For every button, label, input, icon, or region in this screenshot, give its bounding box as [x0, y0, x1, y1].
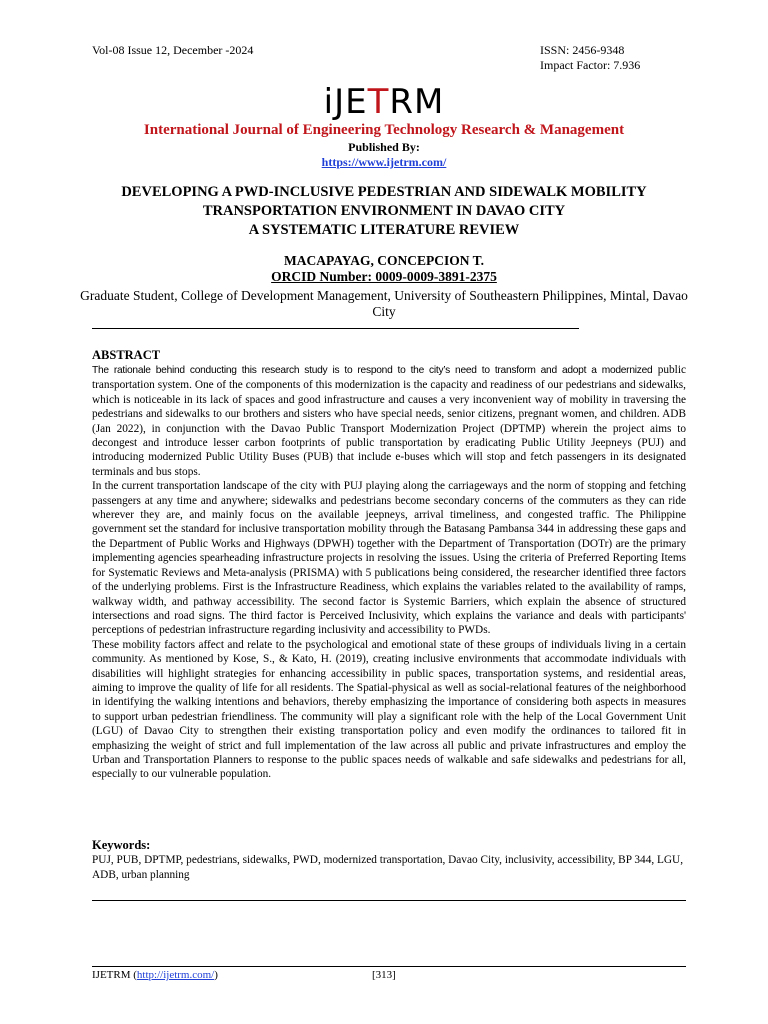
footer-divider: [92, 966, 686, 967]
keywords-heading: Keywords:: [92, 838, 151, 852]
title-line-1: DEVELOPING A PWD-INCLUSIVE PEDESTRIAN AND SIDEWALK MOBILITY: [121, 184, 647, 200]
issn-block: [540, 43, 640, 73]
paper-title: [60, 183, 708, 240]
impact-factor: Impact Factor: 7.936: [540, 58, 641, 72]
abstract-paragraph-1: [92, 363, 686, 479]
abstract-paragraph-3: These mobility factors affect and relate to the psychological and emotional state of these groups of individuals living in a certain community. As mentioned by Kose, S., & Kato, H. (2019), creating inclusive environments that accommodate individuals with disabilities will highlight strategies for enhancing accessibility in public spaces, transportation systems, and residential areas, aiming to improve the quality of life for all residents. The Spatial-physical as well as social-relational features of the neighborhood in identifying the walking intentions and behaviors, thereby emphasizing the importance of considering both aspects in measures to support urban pedestrian friendliness. The community will play a significant role with the help of the Local Government Unit (LGU) of Davao City to strengthen their existing transportation policy and even modify the ordinances to tailored fit in emphasizing the weight of strict and full implementation of the law across all public and private infrastructures and employ the Urban and Transportation Planners to response to the public spaces needs of walkable and safe sidewalks and pedestrians for all, especially to our vulnerable population.: [92, 638, 686, 781]
abstract-paragraph-1-rest: public transportation system. One of the components of this modernization is the capacity and readiness of our pedestrians and sidewalks, which is noticeable in its lack of spaces and good infrastructure and causes a very inconvenient way of mobility in traversing the pedestrians and sidewalks to our brothers and sisters who have special needs, senior citizens, pregnant women, and children. ADB (Jan 2022), in conjunction with the Davao Public Transport Modernization Project (DPTMP) wherein the project aims to decongest and introduce lesser carbon footprints of public transportation by eradicating Public Utility Jeepneys (PUJ) and introducing modernized Public Utility Buses (PUB) that include e-buses which will stop and fetch passengers in its designated terminals and bus stops.: [92, 364, 686, 478]
journal-website-link[interactable]: https://www.ijetrm.com/: [321, 155, 447, 169]
orcid-number: ORCID Number: 0009-0009-3891-2375: [271, 269, 497, 284]
published-by: Published By:: [348, 140, 420, 154]
volume-issue: Vol-08 Issue 12, December -2024: [92, 43, 254, 57]
abstract-first-line: The rationale behind conducting this research study is to respond to the city’s need to transform and adopt a modernized: [92, 365, 653, 376]
abstract-body: [92, 363, 686, 782]
keywords-list: PUJ, PUB, DPTMP, pedestrians, sidewalks, PWD, modernized transportation, Davao City, inclusivity, accessibility, BP 344, LGU, ADB, urban planning: [92, 854, 684, 881]
footer-org: IJETRM (: [92, 969, 137, 981]
logo-part-3: RM: [389, 82, 445, 122]
logo-part-1: iJE: [323, 82, 368, 122]
journal-name: International Journal of Engineering Technology Research & Management: [143, 122, 625, 138]
footer-source: [92, 969, 218, 981]
issn: ISSN: 2456-9348: [540, 43, 625, 57]
footer-link[interactable]: http://ijetrm.com/: [136, 969, 215, 981]
author-name: MACAPAYAG, CONCEPCION T.: [283, 253, 484, 268]
title-line-3: A SYSTEMATIC LITERATURE REVIEW: [248, 222, 520, 238]
section-divider: [92, 328, 579, 329]
logo-part-2: T: [367, 82, 390, 122]
abstract-paragraph-2: In the current transportation landscape of the city with PUJ playing along the carriageways and the norm of stopping and fetching passengers at any time and anywhere; sidewalks and pedestrians become secondary concerns of the commuters as they can ride wherever they are, and mainly focus on the available jeepneys, arrival timeliness, and congested traffic. The Philippine government set the standard for inclusive transportation mobility through the Batasang Pambansa 344 in addressing these gaps and the Department of Public Works and Highways (DPWH) together with the Department of Transportation (DOTr) are the primary implementing agencies spearheading infrastructure projects in resolving the issues. Using the criteria of Preferred Reporting Items for Systematic Reviews and Meta-analysis (PRISMA) with 5 publications being considered, the researcher identified three factors of the underlying problems. First is the Infrastructure Readiness, which explains the variables related to the availability of ramps, walkway width, and pathway accessibility. The second factor is Systemic Barriers, which explain the absence of structured intersections and road signs. The third factor is Perceived Inclusivity, which explains the variance and deals with participants' perceptions of pedestrian infrastructure regarding inclusivity and accessibility to PWDs.: [92, 480, 686, 637]
keywords-divider: [92, 900, 686, 901]
title-line-2: TRANSPORTATION ENVIRONMENT IN DAVAO CITY: [202, 203, 566, 219]
abstract-heading: ABSTRACT: [92, 348, 161, 362]
page-number: [313]: [372, 969, 396, 981]
author-affiliation: Graduate Student, College of Development Management, University of Southeastern Philippines, Mintal, Davao City: [80, 288, 688, 319]
journal-logo: [0, 84, 768, 120]
footer-close: ): [214, 969, 218, 981]
